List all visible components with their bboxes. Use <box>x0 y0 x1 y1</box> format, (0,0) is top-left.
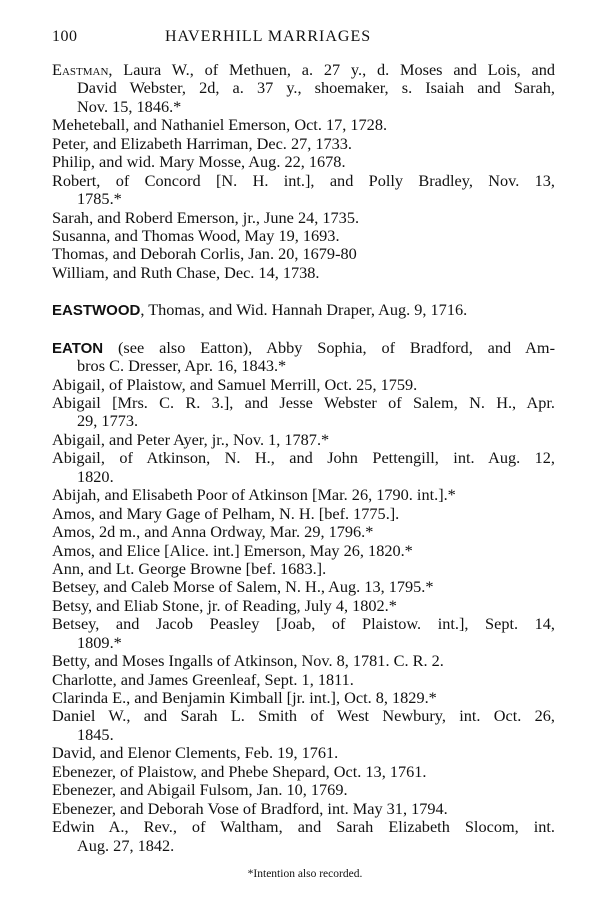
entry-text: Ebenezer, and Deborah Vose of Bradford, int. May 31, 1794. <box>52 798 448 818</box>
entry-text: 1785.* <box>77 189 122 209</box>
marriage-entry <box>52 744 555 762</box>
entry-text: bros C. Dresser, Apr. 16, 1843.* <box>77 356 287 376</box>
marriage-entry <box>52 153 555 171</box>
entry-line <box>52 615 555 633</box>
entry-line <box>52 357 555 375</box>
marriage-entry <box>52 578 555 596</box>
running-title: HAVERHILL MARRIAGES <box>165 28 372 45</box>
entry-line <box>52 431 555 449</box>
marriage-entry <box>52 652 555 670</box>
entry-line <box>52 449 555 467</box>
entry-text: Abigail, of Plaistow, and Samuel Merrill, Oct. 25, 1759. <box>52 374 418 394</box>
entry-text: Thomas, and Deborah Corlis, Jan. 20, 1679-80 <box>52 244 357 264</box>
entry-text: Amos, 2d m., and Anna Ordway, Mar. 29, 1796.* <box>52 522 374 542</box>
entry-text: Susanna, and Thomas Wood, May 19, 1693. <box>52 225 340 245</box>
entry-line <box>52 301 555 319</box>
entry-text: Betsy, and Eliab Stone, jr. of Reading, July 4, 1802.* <box>52 595 397 615</box>
entry-line <box>52 523 555 541</box>
entry-text: Abigail [Mrs. C. R. 3.], and Jesse Webster of Salem, N. H., Apr. <box>52 393 555 412</box>
entry-text: Betsey, and Jacob Peasley [Joab, of Plaistow. int.], Sept. 14, <box>52 614 555 634</box>
marriage-entry <box>52 376 555 394</box>
entry-line <box>52 468 555 486</box>
entry-line <box>52 190 555 208</box>
entry-line <box>52 209 555 227</box>
entry-text: Philip, and wid. Mary Mosse, Aug. 22, 1678. <box>52 152 346 172</box>
entry-text: Aug. 27, 1842. <box>77 835 175 855</box>
entry-text: Nov. 15, 1846.* <box>77 96 182 116</box>
page-header <box>52 28 555 48</box>
marriage-entry <box>52 172 555 209</box>
marriage-entry <box>52 597 555 615</box>
entry-line <box>52 726 555 744</box>
entry-line <box>52 153 555 171</box>
entry-line <box>52 634 555 652</box>
entry-line <box>52 505 555 523</box>
marriage-records <box>52 61 555 874</box>
entry-text: Edwin A., Rev., of Waltham, and Sarah Elizabeth Slocom, int. <box>52 817 555 837</box>
entry-line <box>52 560 555 578</box>
marriage-entry <box>52 135 555 153</box>
marriage-entry <box>52 818 555 855</box>
entry-line <box>52 542 555 560</box>
marriage-entry <box>52 781 555 799</box>
entry-text: Charlotte, and James Greenleaf, Sept. 1, 1811. <box>52 669 354 689</box>
page-number: 100 <box>52 28 78 45</box>
marriage-entry <box>52 61 555 116</box>
entry-line <box>52 652 555 670</box>
entry-text: David, and Elenor Clements, Feb. 19, 1761. <box>52 743 339 763</box>
entry-text: , Thomas, and Wid. Hannah Draper, Aug. 9, 1716. <box>140 300 468 320</box>
marriage-entry <box>52 116 555 134</box>
entry-line <box>52 61 555 79</box>
marriage-entry <box>52 671 555 689</box>
entry-text: Betsey, and Caleb Morse of Salem, N. H., Aug. 13, 1795.* <box>52 577 434 597</box>
entry-text: 29, 1773. <box>77 411 139 431</box>
entry-text: Robert, of Concord [N. H. int.], and Polly Bradley, Nov. 13, <box>52 170 555 190</box>
entry-line <box>52 227 555 245</box>
marriage-entry <box>52 339 555 376</box>
marriage-entry <box>52 542 555 560</box>
entry-line <box>52 245 555 263</box>
entry-text: Daniel W., and Sarah L. Smith of West Newbury, int. Oct. 26, <box>52 706 555 726</box>
entry-text: Clarinda E., and Benjamin Kimball [jr. int.], Oct. 8, 1829.* <box>52 688 437 707</box>
entry-line <box>52 98 555 116</box>
entry-line <box>52 707 555 725</box>
entry-text: , Laura W., of Methuen, a. 27 y., d. Moses and Lois, and <box>108 60 555 79</box>
marriage-entry <box>52 227 555 245</box>
entry-line <box>52 837 555 855</box>
marriage-entry <box>52 264 555 282</box>
entry-line <box>52 79 555 97</box>
entry-line <box>52 763 555 781</box>
entry-line <box>52 578 555 596</box>
marriage-entry <box>52 615 555 652</box>
marriage-entry <box>52 800 555 818</box>
marriage-entry <box>52 505 555 523</box>
entry-text: William, and Ruth Chase, Dec. 14, 1738. <box>52 262 320 282</box>
entry-text: Betty, and Moses Ingalls of Atkinson, Nov. 8, 1781. C. R. 2. <box>52 651 444 671</box>
entry-text: Abigail, of Atkinson, N. H., and John Pettengill, int. Aug. 12, <box>52 448 555 468</box>
entry-line <box>52 339 555 357</box>
entry-text: David Webster, 2d, a. 37 y., shoemaker, s. Isaiah and Sarah, <box>77 78 555 98</box>
entry-line <box>52 671 555 689</box>
marriage-entry <box>52 707 555 744</box>
entry-text: 1845. <box>77 724 114 744</box>
marriage-entry <box>52 394 555 431</box>
marriage-entry <box>52 301 555 319</box>
marriage-entry <box>52 763 555 781</box>
entry-line <box>52 135 555 153</box>
entry-text: Sarah, and Roberd Emerson, jr., June 24, 1735. <box>52 207 360 227</box>
surname-heading: EATON <box>52 339 104 357</box>
marriage-entry <box>52 431 555 449</box>
surname-group <box>52 339 555 855</box>
entry-line <box>52 394 555 412</box>
entry-line <box>52 744 555 762</box>
marriage-entry <box>52 560 555 578</box>
entry-line <box>52 172 555 190</box>
entry-line <box>52 689 555 707</box>
entry-text: Meheteball, and Nathaniel Emerson, Oct. 17, 1728. <box>52 115 388 135</box>
entry-text: 1820. <box>77 466 114 486</box>
marriage-entry <box>52 449 555 486</box>
marriage-entry <box>52 689 555 707</box>
entry-text: Ebenezer, and Abigail Fulsom, Jan. 10, 1769. <box>52 780 348 800</box>
marriage-entry <box>52 486 555 504</box>
entry-line <box>52 781 555 799</box>
marriage-entry <box>52 523 555 541</box>
marriage-entry <box>52 209 555 227</box>
entry-text: Ebenezer, of Plaistow, and Phebe Shepard, Oct. 13, 1761. <box>52 761 427 781</box>
entry-text: Ann, and Lt. George Browne [bef. 1683.]. <box>52 558 327 578</box>
entry-text: Abigail, and Peter Ayer, jr., Nov. 1, 1787.* <box>52 429 330 449</box>
entry-text: Amos, and Mary Gage of Pelham, N. H. [bef. 1775.]. <box>52 503 400 523</box>
entry-text: 1809.* <box>77 632 122 652</box>
entry-line <box>52 818 555 836</box>
surname-heading: EASTWOOD <box>52 302 141 320</box>
entry-text: Amos, and Elice [Alice. int.] Emerson, May 26, 1820.* <box>52 540 413 560</box>
entry-text: Abijah, and Elisabeth Poor of Atkinson [Mar. 26, 1790. int.].* <box>52 485 456 505</box>
entry-line <box>52 116 555 134</box>
entry-text: (see also Eatton), Abby Sophia, of Bradford, and Am- <box>103 337 555 357</box>
footnote: *Intention also recorded. <box>247 868 363 880</box>
entry-line <box>52 486 555 504</box>
entry-text: Peter, and Elizabeth Harriman, Dec. 27, 1733. <box>52 133 352 153</box>
entry-line <box>52 412 555 430</box>
surname-group <box>52 301 555 319</box>
entry-line <box>52 264 555 282</box>
surname-heading: Eastman <box>52 60 109 79</box>
entry-line <box>52 800 555 818</box>
entry-line <box>52 376 555 394</box>
surname-group <box>52 61 555 282</box>
marriage-entry <box>52 245 555 263</box>
entry-line <box>52 597 555 615</box>
